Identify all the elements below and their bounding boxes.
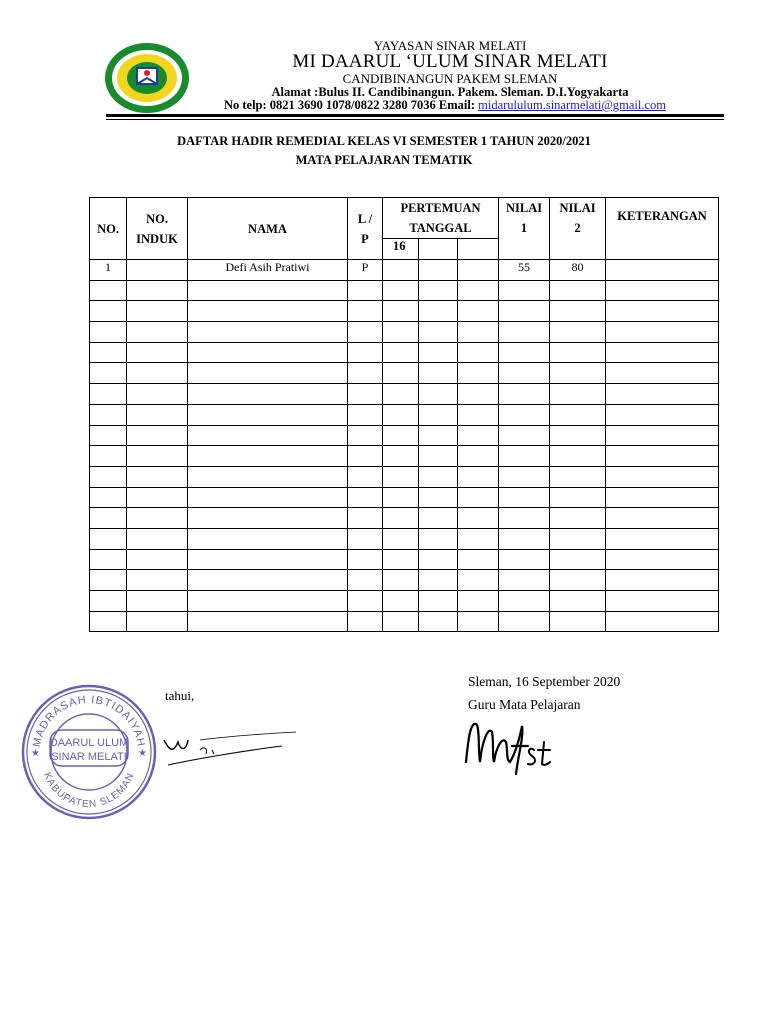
table-row — [90, 322, 719, 343]
svg-text:MADRASAH IBTIDAIYAH: MADRASAH IBTIDAIYAH — [31, 693, 147, 749]
cell-nama — [188, 322, 348, 343]
cell-no-induk — [127, 570, 188, 591]
cell-date-3 — [458, 549, 499, 570]
cell-date-2 — [419, 425, 458, 446]
cell-nilai-2 — [550, 384, 606, 405]
cell-lp — [348, 508, 383, 529]
email-link[interactable]: midarululum.sinarmelati@gmail.com — [478, 98, 667, 112]
table-row — [90, 487, 719, 508]
table-row — [90, 260, 719, 281]
cell-no — [90, 466, 127, 487]
cell-no — [90, 611, 127, 632]
cell-nilai-1 — [499, 301, 550, 322]
cell-no — [90, 591, 127, 612]
cell-date-1 — [383, 342, 419, 363]
document-title: DAFTAR HADIR REMEDIAL KELAS VI SEMESTER 1 TAHUN 2020/2021 — [177, 134, 591, 148]
cell-date-1 — [383, 591, 419, 612]
cell-nilai-2: 80 — [550, 260, 606, 281]
cell-date-3 — [458, 363, 499, 384]
svg-text:DAARUL ULUM: DAARUL ULUM — [49, 737, 129, 749]
cell-nilai-2 — [550, 363, 606, 384]
cell-date-2 — [419, 363, 458, 384]
cell-lp — [348, 487, 383, 508]
cell-no — [90, 342, 127, 363]
cell-keterangan — [606, 528, 719, 549]
cell-keterangan — [606, 611, 719, 632]
cell-date-3 — [458, 322, 499, 343]
cell-nilai-2 — [550, 280, 606, 301]
cell-date-2 — [419, 446, 458, 467]
cell-date-3 — [458, 466, 499, 487]
cell-nama — [188, 404, 348, 425]
cell-date-3 — [458, 280, 499, 301]
cell-nilai-1 — [499, 446, 550, 467]
cell-date-1 — [383, 570, 419, 591]
cell-no — [90, 487, 127, 508]
acknowledge-text-partial: tahui, — [165, 688, 195, 703]
cell-nama: Defi Asih Pratiwi — [188, 260, 348, 281]
cell-date-2 — [419, 466, 458, 487]
cell-nilai-2 — [550, 342, 606, 363]
cell-nama — [188, 549, 348, 570]
cell-date-3 — [458, 404, 499, 425]
cell-no-induk — [127, 425, 188, 446]
cell-date-3 — [458, 591, 499, 612]
cell-lp — [348, 342, 383, 363]
cell-keterangan — [606, 342, 719, 363]
cell-lp — [348, 591, 383, 612]
cell-date-3 — [458, 260, 499, 281]
cell-date-3 — [458, 425, 499, 446]
cell-nama — [188, 487, 348, 508]
cell-nilai-2 — [550, 570, 606, 591]
cell-date-2 — [419, 487, 458, 508]
cell-no — [90, 446, 127, 467]
table-row — [90, 611, 719, 632]
cell-keterangan — [606, 425, 719, 446]
cell-nilai-1 — [499, 611, 550, 632]
header-date-2 — [419, 239, 458, 260]
cell-keterangan — [606, 487, 719, 508]
letterhead-rule-thick — [106, 114, 724, 117]
cell-keterangan — [606, 549, 719, 570]
cell-nilai-2 — [550, 466, 606, 487]
table-row — [90, 508, 719, 529]
cell-date-1 — [383, 260, 419, 281]
cell-date-1 — [383, 363, 419, 384]
cell-no: 1 — [90, 260, 127, 281]
school-logo — [104, 42, 190, 114]
cell-keterangan — [606, 570, 719, 591]
cell-date-2 — [419, 322, 458, 343]
cell-nama — [188, 446, 348, 467]
cell-nilai-2 — [550, 591, 606, 612]
cell-no-induk — [127, 342, 188, 363]
cell-nilai-2 — [550, 322, 606, 343]
cell-nilai-2 — [550, 446, 606, 467]
header-keterangan: KETERANGAN — [606, 198, 719, 260]
cell-lp — [348, 322, 383, 343]
cell-nama — [188, 384, 348, 405]
cell-nilai-1: 55 — [499, 260, 550, 281]
cell-nilai-2 — [550, 611, 606, 632]
header-nilai-2: NILAI 2 — [550, 198, 606, 260]
cell-date-2 — [419, 611, 458, 632]
cell-nama — [188, 363, 348, 384]
table-row — [90, 591, 719, 612]
cell-date-3 — [458, 487, 499, 508]
cell-date-1 — [383, 446, 419, 467]
cell-no — [90, 384, 127, 405]
cell-no — [90, 280, 127, 301]
cell-date-2 — [419, 570, 458, 591]
cell-lp — [348, 466, 383, 487]
cell-date-1 — [383, 466, 419, 487]
cell-nilai-2 — [550, 549, 606, 570]
cell-no-induk — [127, 280, 188, 301]
cell-date-2 — [419, 301, 458, 322]
cell-date-1 — [383, 549, 419, 570]
cell-nilai-1 — [499, 342, 550, 363]
cell-date-3 — [458, 508, 499, 529]
cell-nilai-1 — [499, 384, 550, 405]
cell-lp — [348, 611, 383, 632]
cell-no-induk — [127, 466, 188, 487]
cell-no — [90, 549, 127, 570]
cell-nama — [188, 611, 348, 632]
header-date-1: 16 — [383, 239, 419, 260]
cell-keterangan — [606, 280, 719, 301]
cell-no-induk — [127, 404, 188, 425]
school-village: CANDIBINANGUN PAKEM SLEMAN — [342, 71, 558, 86]
table-row — [90, 301, 719, 322]
table-row — [90, 528, 719, 549]
teacher-signature — [458, 712, 578, 778]
letterhead-rule-thin — [106, 119, 724, 120]
cell-no-induk — [127, 301, 188, 322]
header-no: NO. — [90, 198, 127, 260]
cell-nilai-2 — [550, 528, 606, 549]
cell-no-induk — [127, 549, 188, 570]
cell-no — [90, 425, 127, 446]
cell-date-1 — [383, 404, 419, 425]
cell-no-induk — [127, 487, 188, 508]
cell-no-induk — [127, 611, 188, 632]
signature-role: Guru Mata Pelajaran — [468, 697, 581, 712]
foundation-name: YAYASAN SINAR MELATI — [373, 38, 527, 53]
table-row — [90, 549, 719, 570]
table-row — [90, 342, 719, 363]
cell-date-3 — [458, 342, 499, 363]
cell-nama — [188, 280, 348, 301]
svg-text:KABUPATEN SLEMAN: KABUPATEN SLEMAN — [41, 770, 137, 811]
cell-nama — [188, 528, 348, 549]
header-no-induk: NO. INDUK — [127, 198, 188, 260]
cell-date-1 — [383, 611, 419, 632]
cell-lp — [348, 425, 383, 446]
contact-phone: No telp: 0821 3690 1078/0822 3280 7036 Email: — [223, 98, 476, 112]
cell-nama — [188, 570, 348, 591]
cell-date-3 — [458, 301, 499, 322]
cell-date-3 — [458, 446, 499, 467]
cell-no-induk — [127, 384, 188, 405]
cell-nilai-1 — [499, 528, 550, 549]
cell-keterangan — [606, 301, 719, 322]
cell-lp — [348, 446, 383, 467]
cell-keterangan — [606, 384, 719, 405]
cell-date-1 — [383, 322, 419, 343]
cell-nama — [188, 301, 348, 322]
cell-date-3 — [458, 528, 499, 549]
cell-nilai-1 — [499, 591, 550, 612]
cell-nilai-1 — [499, 404, 550, 425]
cell-lp — [348, 301, 383, 322]
cell-date-2 — [419, 280, 458, 301]
svg-text:SINAR MELATI: SINAR MELATI — [51, 751, 127, 763]
cell-no-induk — [127, 322, 188, 343]
cell-nama — [188, 591, 348, 612]
signature-date: Sleman, 16 September 2020 — [468, 674, 621, 689]
cell-keterangan — [606, 508, 719, 529]
cell-nilai-1 — [499, 549, 550, 570]
attendance-table — [89, 197, 719, 632]
cell-nama — [188, 425, 348, 446]
cell-date-2 — [419, 404, 458, 425]
school-contact — [180, 98, 710, 113]
header-lp: L / P — [348, 198, 383, 260]
cell-no-induk — [127, 528, 188, 549]
cell-date-2 — [419, 508, 458, 529]
cell-nilai-1 — [499, 570, 550, 591]
cell-date-3 — [458, 570, 499, 591]
cell-keterangan — [606, 363, 719, 384]
cell-nilai-1 — [499, 363, 550, 384]
cell-nilai-1 — [499, 322, 550, 343]
cell-lp — [348, 280, 383, 301]
cell-no — [90, 570, 127, 591]
table-row — [90, 280, 719, 301]
cell-date-3 — [458, 384, 499, 405]
cell-keterangan — [606, 322, 719, 343]
cell-nilai-2 — [550, 301, 606, 322]
cell-lp — [348, 363, 383, 384]
table-row — [90, 466, 719, 487]
cell-date-2 — [419, 384, 458, 405]
header-pertemuan: PERTEMUAN TANGGAL — [383, 198, 499, 239]
madrasah-stamp — [18, 682, 160, 822]
cell-no — [90, 508, 127, 529]
cell-date-1 — [383, 301, 419, 322]
header-nilai-1: NILAI 1 — [499, 198, 550, 260]
svg-text:★: ★ — [31, 748, 40, 759]
cell-nilai-1 — [499, 466, 550, 487]
cell-nama — [188, 342, 348, 363]
cell-keterangan — [606, 260, 719, 281]
cell-date-2 — [419, 549, 458, 570]
cell-lp — [348, 404, 383, 425]
cell-date-1 — [383, 425, 419, 446]
cell-nilai-2 — [550, 425, 606, 446]
cell-nilai-1 — [499, 425, 550, 446]
cell-no-induk — [127, 591, 188, 612]
cell-date-1 — [383, 384, 419, 405]
table-row — [90, 446, 719, 467]
cell-date-3 — [458, 611, 499, 632]
cell-keterangan — [606, 591, 719, 612]
table-row — [90, 570, 719, 591]
cell-no-induk — [127, 363, 188, 384]
cell-no — [90, 528, 127, 549]
table-row — [90, 425, 719, 446]
cell-nilai-1 — [499, 508, 550, 529]
table-row — [90, 363, 719, 384]
cell-lp — [348, 549, 383, 570]
cell-lp — [348, 528, 383, 549]
svg-text:★: ★ — [138, 748, 147, 759]
cell-keterangan — [606, 466, 719, 487]
cell-no-induk — [127, 260, 188, 281]
cell-date-1 — [383, 528, 419, 549]
cell-no-induk — [127, 508, 188, 529]
school-name: MI DAARUL ‘ULUM SINAR MELATI — [292, 51, 608, 72]
cell-nama — [188, 466, 348, 487]
cell-no — [90, 322, 127, 343]
cell-no — [90, 404, 127, 425]
cell-no — [90, 363, 127, 384]
table-row — [90, 384, 719, 405]
cell-date-1 — [383, 508, 419, 529]
cell-nilai-2 — [550, 487, 606, 508]
cell-lp — [348, 384, 383, 405]
school-address: Alamat :Bulus II. Candibinangun. Pakem. Sleman. D.I.Yogyakarta — [271, 85, 629, 99]
cell-nama — [188, 508, 348, 529]
cell-date-2 — [419, 260, 458, 281]
cell-lp — [348, 570, 383, 591]
cell-nilai-1 — [499, 280, 550, 301]
header-date-3 — [458, 239, 499, 260]
table-row — [90, 404, 719, 425]
cell-date-1 — [383, 280, 419, 301]
header-nama: NAMA — [188, 198, 348, 260]
cell-date-2 — [419, 528, 458, 549]
document-subtitle: MATA PELAJARAN TEMATIK — [295, 153, 473, 167]
cell-keterangan — [606, 446, 719, 467]
cell-nilai-2 — [550, 404, 606, 425]
cell-keterangan — [606, 404, 719, 425]
cell-no-induk — [127, 446, 188, 467]
cell-date-2 — [419, 342, 458, 363]
cell-date-1 — [383, 487, 419, 508]
cell-nilai-1 — [499, 487, 550, 508]
cell-no — [90, 301, 127, 322]
cell-lp: P — [348, 260, 383, 281]
cell-date-2 — [419, 591, 458, 612]
principal-signature — [160, 710, 300, 770]
cell-nilai-2 — [550, 508, 606, 529]
